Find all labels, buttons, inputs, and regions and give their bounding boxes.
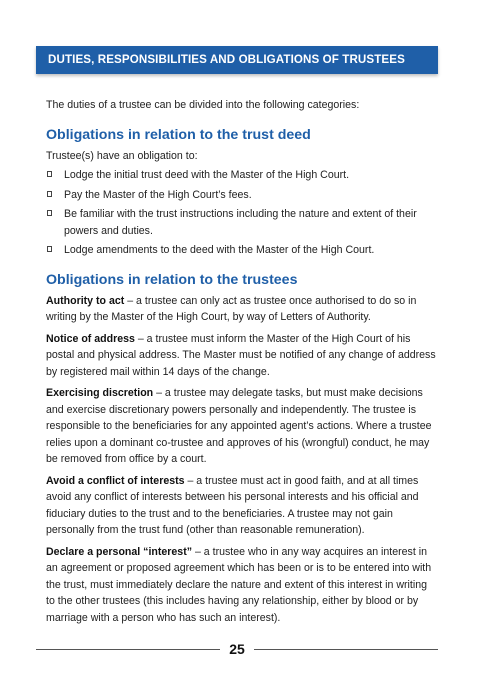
paragraph-conflict: Avoid a conflict of interests – a trustee must act in good faith, and at all times avoid any conflict of interests between his personal interests and his official and fiduciary duties to the trust and to the beneficiaries. A trustee may not gain personally from the trust fund (other than reasonable remuneration).	[46, 474, 419, 536]
list-item: Lodge amendments to the deed with the Master of the High Court.	[46, 242, 438, 259]
intro-text: The duties of a trustee can be divided into the following categories:	[46, 99, 360, 111]
paragraph-interest: Declare a personal “interest” – a trustee who in any way acquires an interest in an agreement or proposed agreement which has been or is to be entered into with the trust, must immediately declare the nature and extent of this interest in writing to the other trustees (this includes having any relationship, either by blood or by marriage with a person who has such an interest).	[46, 545, 432, 624]
term-label: Avoid a conflict of interests	[46, 474, 185, 487]
square-bullet-icon	[47, 210, 52, 216]
heading-trustees: Obligations in relation to the trustees	[46, 271, 298, 288]
square-bullet-icon	[47, 171, 52, 177]
term-label: Notice of address	[46, 332, 135, 345]
list-item: Pay the Master of the High Court’s fees.	[46, 187, 438, 204]
term-label: Authority to act	[46, 294, 125, 307]
term-label: Declare a personal “interest”	[46, 545, 193, 558]
page-footer	[36, 639, 438, 659]
square-bullet-icon	[47, 191, 52, 197]
trust-deed-lead: Trustee(s) have an obligation to:	[46, 149, 198, 162]
term-label: Exercising discretion	[46, 387, 154, 399]
footer-rule-right	[254, 649, 438, 650]
page-number: 25	[229, 641, 245, 657]
square-bullet-icon	[47, 246, 52, 252]
paragraph-notice: Notice of address – a trustee must inform the Master of the High Court of his postal and physical address. The Master must be notified of any change of address by registered mail within 14 days of the change.	[46, 332, 436, 378]
list-item: Lodge the initial trust deed with the Master of the High Court.	[46, 167, 438, 184]
section-banner: DUTIES, RESPONSIBILITIES AND OBLIGATIONS OF TRUSTEES	[36, 46, 438, 74]
list-item: Be familiar with the trust instructions including the nature and extent of their powers and duties.	[46, 206, 438, 239]
trust-deed-list	[46, 167, 438, 259]
paragraph-authority: Authority to act – a trustee can only act as trustee once authorised to do so in writing by the Master of the High Court, by way of Letters of Authority.	[46, 294, 417, 323]
page-content	[46, 84, 438, 631]
paragraph-discretion: Exercising discretion – a trustee may delegate tasks, but must make decisions and exercise discretionary powers personally and independently. The trustee is responsible to the beneficiaries for any appointed agent’s actions. Where a trustee relies upon a dominant co-trustee and approves of his (wrongful) conduct, he may be removed from office by a court.	[46, 387, 432, 465]
heading-trust-deed: Obligations in relation to the trust deed	[46, 126, 311, 143]
footer-rule-left	[36, 649, 220, 650]
